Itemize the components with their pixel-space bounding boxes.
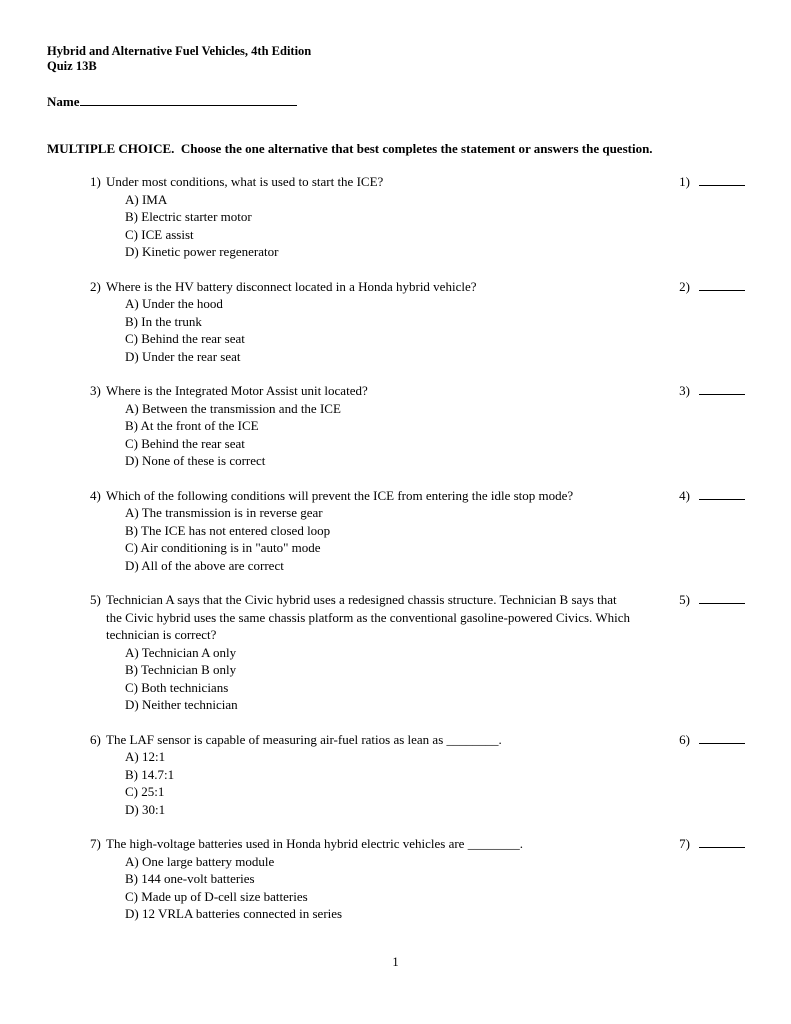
option-item xyxy=(125,191,745,209)
option-letter: D) xyxy=(125,453,139,468)
option-item xyxy=(125,417,745,435)
option-item xyxy=(125,888,745,906)
question-main xyxy=(90,835,523,853)
option-letter: B) xyxy=(125,209,138,224)
option-text: In the trunk xyxy=(141,313,202,329)
option-text: IMA xyxy=(141,191,168,207)
name-label: Name xyxy=(47,94,80,109)
option-list xyxy=(125,748,745,818)
option-item xyxy=(125,295,745,313)
option-text: The transmission is in reverse gear xyxy=(141,505,323,520)
option-text: Kinetic power regenerator xyxy=(141,244,279,259)
answer-blank-line[interactable] xyxy=(699,592,745,604)
option-text: ICE assist xyxy=(141,226,194,242)
option-letter: A) xyxy=(125,296,139,311)
option-text: 25:1 xyxy=(141,784,165,799)
answer-blank-line[interactable] xyxy=(699,836,745,848)
question-main xyxy=(90,487,573,505)
option-item xyxy=(125,644,745,662)
option-item xyxy=(125,539,745,557)
option-item xyxy=(125,696,745,714)
question-number: 1) xyxy=(90,174,101,189)
question-main xyxy=(90,173,383,191)
question-text: Technician A says that the Civic hybrid uses a redesigned chassis structure. Technician B says that the Civic hybrid uses the same chassis platform as the conventional gasoline-powered Civics. Which technician is correct? xyxy=(106,592,630,642)
question-row xyxy=(47,382,745,400)
option-item xyxy=(125,208,745,226)
option-letter: C) xyxy=(125,226,138,242)
option-letter: B) xyxy=(125,522,138,538)
question-number: 5) xyxy=(90,592,101,607)
option-letter: C) xyxy=(125,435,138,451)
answer-area xyxy=(679,731,745,749)
option-text: At the front of the ICE xyxy=(140,418,259,433)
option-list xyxy=(125,400,745,470)
option-list xyxy=(125,295,745,365)
question-block xyxy=(47,382,745,470)
answer-area xyxy=(679,278,745,296)
question-row xyxy=(47,173,745,191)
option-list xyxy=(125,644,745,714)
question-text: Where is the HV battery disconnect located in a Honda hybrid vehicle? xyxy=(106,278,477,294)
option-item xyxy=(125,400,745,418)
option-text: 12:1 xyxy=(141,749,166,764)
name-blank-line[interactable] xyxy=(80,93,297,106)
option-item xyxy=(125,783,745,801)
option-item xyxy=(125,348,745,366)
option-text: Both technicians xyxy=(141,679,229,695)
option-letter: D) xyxy=(125,906,139,921)
question-row xyxy=(47,591,745,644)
page-footer xyxy=(0,955,791,970)
option-text: 14.7:1 xyxy=(141,766,175,782)
question-block xyxy=(47,278,745,366)
answer-blank-line[interactable] xyxy=(699,732,745,744)
option-text: Air conditioning is in "auto" mode xyxy=(140,540,321,555)
question-text: Where is the Integrated Motor Assist unit located? xyxy=(106,383,368,398)
answer-number: 5) xyxy=(679,592,690,607)
option-item xyxy=(125,905,745,923)
quiz-number: Quiz 13B xyxy=(47,59,97,73)
option-letter: C) xyxy=(125,679,138,695)
answer-area xyxy=(679,382,745,400)
answer-number: 2) xyxy=(679,278,690,294)
question-block xyxy=(47,173,745,261)
answer-area xyxy=(679,487,745,505)
instructions: MULTIPLE CHOICE. Choose the one alternative that best completes the statement or answers the question. xyxy=(47,141,653,156)
option-text: One large battery module xyxy=(141,853,275,869)
question-number: 6) xyxy=(90,731,101,747)
question-number: 7) xyxy=(90,836,101,851)
option-item xyxy=(125,330,745,348)
option-text: Under the rear seat xyxy=(141,348,241,364)
option-letter: A) xyxy=(125,505,139,520)
option-text: Electric starter motor xyxy=(141,209,252,224)
question-main xyxy=(90,278,477,296)
option-item xyxy=(125,801,745,819)
answer-area xyxy=(679,835,745,853)
option-item xyxy=(125,243,745,261)
question-text: Under most conditions, what is used to start the ICE? xyxy=(106,174,384,189)
option-text: The ICE has not entered closed loop xyxy=(141,522,331,538)
question-row xyxy=(47,278,745,296)
option-letter: B) xyxy=(125,418,138,433)
question-number: 3) xyxy=(90,383,101,398)
answer-area xyxy=(679,591,745,609)
question-list xyxy=(47,173,745,923)
option-list xyxy=(125,504,745,574)
option-item xyxy=(125,748,745,766)
question-text: The high-voltage batteries used in Honda hybrid electric vehicles are ________. xyxy=(106,836,523,851)
option-item xyxy=(125,435,745,453)
option-letter: A) xyxy=(125,191,139,207)
option-item xyxy=(125,853,745,871)
answer-blank-line[interactable] xyxy=(699,488,745,500)
option-text: 12 VRLA batteries connected in series xyxy=(141,906,343,921)
option-text: Made up of D-cell size batteries xyxy=(141,888,308,904)
option-text: All of the above are correct xyxy=(141,557,284,573)
question-block xyxy=(47,835,745,923)
option-item xyxy=(125,661,745,679)
option-letter: B) xyxy=(125,662,138,677)
option-item xyxy=(125,522,745,540)
option-text: Behind the rear seat xyxy=(141,435,245,451)
answer-blank-line[interactable] xyxy=(699,174,745,186)
option-text: Neither technician xyxy=(141,697,238,712)
option-list xyxy=(125,191,745,261)
question-main xyxy=(90,731,502,749)
option-text: None of these is correct xyxy=(141,453,266,468)
option-text: Under the hood xyxy=(141,296,223,311)
option-letter: D) xyxy=(125,801,139,817)
question-block xyxy=(47,731,745,819)
question-text: The LAF sensor is capable of measuring air-fuel ratios as lean as ________. xyxy=(106,731,502,747)
option-item xyxy=(125,504,745,522)
question-block xyxy=(47,487,745,575)
option-letter: C) xyxy=(125,540,138,555)
option-letter: B) xyxy=(125,313,138,329)
answer-number: 1) xyxy=(679,174,690,189)
answer-number: 6) xyxy=(679,731,690,747)
option-item xyxy=(125,313,745,331)
answer-blank-line[interactable] xyxy=(699,279,745,291)
question-main xyxy=(90,382,368,400)
option-letter: D) xyxy=(125,244,139,259)
option-text: 30:1 xyxy=(141,801,166,817)
page-number: 1 xyxy=(392,955,399,969)
option-item xyxy=(125,766,745,784)
option-letter: A) xyxy=(125,749,139,764)
document-header xyxy=(47,44,745,110)
answer-number: 3) xyxy=(679,383,690,398)
question-number: 2) xyxy=(90,278,101,294)
question-row xyxy=(47,487,745,505)
option-item xyxy=(125,226,745,244)
answer-number: 4) xyxy=(679,487,690,503)
question-number: 4) xyxy=(90,487,101,503)
question-block xyxy=(47,591,745,714)
option-text: Technician A only xyxy=(141,644,237,660)
option-letter: A) xyxy=(125,853,139,869)
question-main xyxy=(90,591,634,644)
option-letter: B) xyxy=(125,871,138,886)
option-letter: A) xyxy=(125,400,139,416)
answer-area xyxy=(679,173,745,191)
question-row xyxy=(47,835,745,853)
option-item xyxy=(125,679,745,697)
option-text: Technician B only xyxy=(141,662,237,677)
option-letter: A) xyxy=(125,644,139,660)
option-list xyxy=(125,853,745,923)
option-letter: D) xyxy=(125,348,139,364)
option-item xyxy=(125,870,745,888)
option-letter: B) xyxy=(125,766,138,782)
option-letter: D) xyxy=(125,557,139,573)
option-letter: C) xyxy=(125,888,138,904)
document-title: Hybrid and Alternative Fuel Vehicles, 4th Edition xyxy=(47,44,312,58)
option-item xyxy=(125,557,745,575)
answer-blank-line[interactable] xyxy=(699,383,745,395)
option-item xyxy=(125,452,745,470)
option-text: Between the transmission and the ICE xyxy=(141,400,341,416)
option-text: 144 one-volt batteries xyxy=(141,871,255,886)
option-letter: C) xyxy=(125,784,138,799)
question-text: Which of the following conditions will prevent the ICE from entering the idle stop mode? xyxy=(106,487,574,503)
option-letter: D) xyxy=(125,697,139,712)
answer-number: 7) xyxy=(679,836,690,851)
question-row xyxy=(47,731,745,749)
option-letter: C) xyxy=(125,331,138,346)
name-row xyxy=(47,93,745,110)
option-text: Behind the rear seat xyxy=(141,331,245,346)
